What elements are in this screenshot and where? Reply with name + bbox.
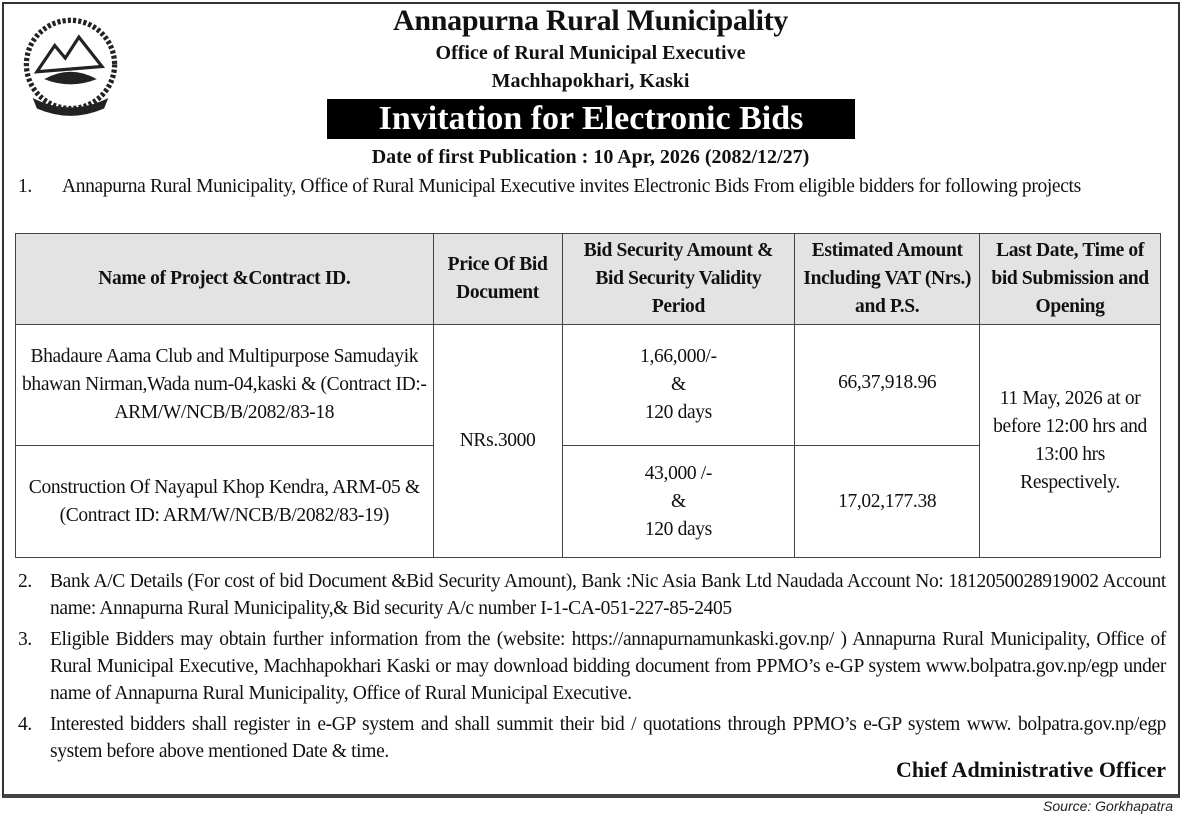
security-validity: 120 days — [644, 402, 712, 423]
paragraph-text: Bank A/C Details (For cost of bid Document &Bid Security Amount), Bank :Nic Asia Bank Ltd Naudada Account No: 1812050028919002 Account name: Annapurna Rural Municipality,& Bid security A/c number I-1-CA-051-227-85-2405 — [50, 571, 1166, 619]
paragraph-2 — [18, 568, 1166, 622]
security-amp: & — [670, 490, 686, 512]
paragraph-1 — [18, 173, 1166, 200]
notice-title-banner: Invitation for Electronic Bids — [327, 99, 855, 139]
paragraph-number: 2. — [18, 571, 32, 592]
source-credit: Source: Gorkhapatra — [1043, 798, 1173, 814]
office-location: Machhapokhari, Kaski — [491, 70, 690, 92]
submission-deadline: 11 May, 2026 at or before 12:00 hrs and 13:00 hrs Respectively. — [980, 325, 1161, 558]
municipality-name: Annapurna Rural Municipality — [392, 4, 789, 37]
bid-security — [562, 446, 795, 558]
paragraph-text: Interested bidders shall register in e-GP system and shall summit their bid / quotations through PPMO’s e-GP system www. bolpatra.gov.np/egp system before above mentioned Date & time. — [50, 714, 1166, 762]
table-row — [16, 325, 1161, 446]
publication-date: Date of first Publication : 10 Apr, 2026 (2082/12/27) — [371, 146, 810, 168]
security-amp: & — [670, 374, 686, 395]
table-header-row — [16, 234, 1161, 325]
column-header: Name of Project &Contract ID. — [16, 234, 434, 325]
office-name: Office of Rural Municipal Executive — [435, 42, 746, 64]
column-header: Last Date, Time of bid Submission and Opening — [980, 234, 1161, 325]
bid-security — [562, 325, 795, 446]
estimated-amount: 17,02,177.38 — [795, 446, 980, 558]
paragraph-number: 1. — [18, 176, 32, 197]
estimated-amount: 66,37,918.96 — [795, 325, 980, 446]
paragraph-number: 4. — [18, 714, 32, 735]
signature-title: Chief Administrative Officer — [895, 757, 1166, 782]
bid-document-price: NRs.3000 — [433, 325, 562, 558]
column-header: Estimated Amount Including VAT (Nrs.) and P.S. — [795, 234, 980, 325]
paragraph-text: Annapurna Rural Municipality, Office of Rural Municipal Executive invites Electronic Bids From eligible bidders for following projects — [62, 176, 1081, 197]
paragraph-number: 3. — [18, 629, 32, 650]
paragraph-text: Eligible Bidders may obtain further information from the (website: https://annapurnamunkaski.gov.np/ ) Annapurna Rural Municipality, Office of Rural Municipal Executive, Machhapokhari Kaski or may download bidding document from PPMO’s e-GP system www.bolpatra.gov.np/egp under name of Annapurna Rural Municipality, Office of Rural Municipal Executive. — [50, 629, 1166, 704]
column-header: Price Of Bid Document — [433, 234, 562, 325]
paragraph-3 — [18, 626, 1166, 707]
project-name: Bhadaure Aama Club and Multipurpose Samudayik bhawan Nirman,Wada num-04,kaski & (Contract ID:- ARM/W/NCB/B/2082/83-18 — [16, 325, 434, 446]
security-validity: 120 days — [644, 518, 712, 540]
column-header: Bid Security Amount & Bid Security Validity Period — [562, 234, 795, 325]
security-amount: 43,000 /- — [644, 462, 713, 484]
security-amount: 1,66,000/- — [640, 346, 717, 367]
bids-table — [15, 233, 1161, 558]
project-name: Construction Of Nayapul Khop Kendra, ARM-05 & (Contract ID: ARM/W/NCB/B/2082/83-19) — [16, 446, 434, 558]
